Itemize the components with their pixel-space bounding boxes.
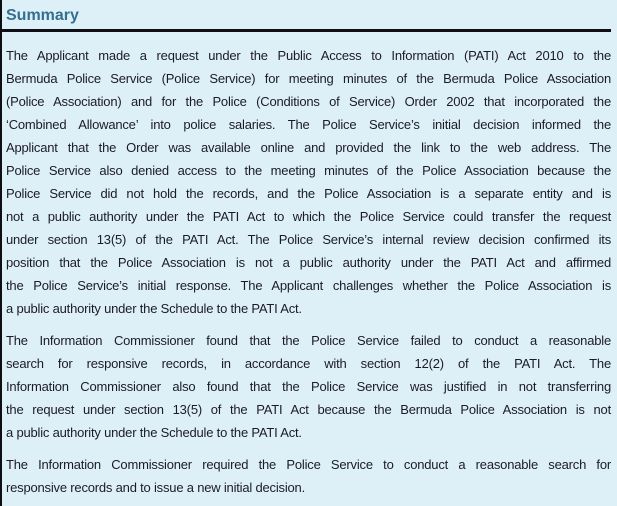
- text-line: Information Commissioner also found that the Police Service was justified in not transferring: [6, 379, 611, 394]
- summary-heading: Summary: [6, 7, 79, 24]
- paragraph: [6, 44, 611, 320]
- text-line: ‘Combined Allowance’ into police salaries. The Police Service’s initial decision informed the: [6, 117, 611, 132]
- text-line: Bermuda Police Service (Police Service) for meeting minutes of the Bermuda Police Association: [6, 71, 611, 86]
- text-line: Police Service also denied access to the meeting minutes of the Police Association because the: [6, 163, 611, 178]
- paragraph: [6, 329, 611, 444]
- text-line: The Applicant made a request under the Public Access to Information (PATI) Act 2010 to the: [6, 48, 611, 63]
- text-line: under section 13(5) of the PATI Act. The Police Service’s internal review decision confirmed its: [6, 232, 611, 247]
- text-line: search for responsive records, in accordance with section 12(2) of the PATI Act. The: [6, 356, 611, 371]
- text-line: Applicant that the Order was available online and provided the link to the web address. The: [6, 140, 611, 155]
- text-line: not a public authority under the PATI Act to which the Police Service could transfer the request: [6, 209, 611, 224]
- text-line: a public authority under the Schedule to the PATI Act.: [6, 425, 302, 440]
- text-line: (Police Association) and for the Police (Conditions of Service) Order 2002 that incorporated the: [6, 94, 611, 109]
- text-line: responsive records and to issue a new initial decision.: [6, 480, 306, 495]
- text-line: position that the Police Association is not a public authority under the PATI Act and affirmed: [6, 255, 611, 270]
- text-line: the request under section 13(5) of the PATI Act because the Bermuda Police Association is not: [6, 402, 611, 417]
- text-line: Police Service did not hold the records, and the Police Association is a separate entity and is: [6, 186, 611, 201]
- paragraph: [6, 453, 611, 499]
- text-line: the Police Service’s initial response. The Applicant challenges whether the Police Association is: [6, 278, 611, 293]
- text-line: The Information Commissioner found that the Police Service failed to conduct a reasonable: [6, 333, 611, 348]
- text-line: a public authority under the Schedule to the PATI Act.: [6, 301, 302, 316]
- text-line: The Information Commissioner required the Police Service to conduct a reasonable search for: [6, 457, 611, 472]
- summary-body: [2, 32, 617, 499]
